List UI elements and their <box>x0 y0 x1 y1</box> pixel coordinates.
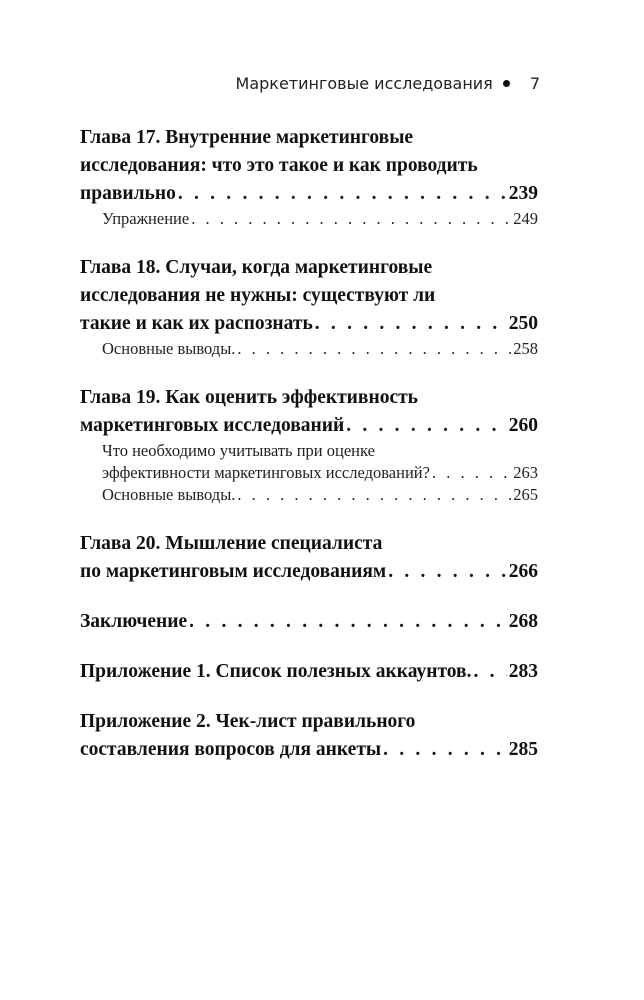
toc-subentry-title: Основные выводы. <box>102 485 236 504</box>
toc-entry-page: 268 <box>508 611 538 632</box>
toc-entry-appendix-1 <box>80 658 538 686</box>
toc-entry-title-end: маркетинговых исследований <box>80 415 345 436</box>
toc-entry-page: 260 <box>508 415 538 436</box>
toc-entry-chapter-19 <box>80 384 538 506</box>
toc-entry-conclusion <box>80 608 538 636</box>
toc-entry-title-last-line <box>80 310 538 338</box>
dot-leader <box>473 658 506 686</box>
toc-subentry <box>80 484 538 506</box>
dot-leader <box>388 558 507 586</box>
dot-leader <box>432 462 511 484</box>
toc-subentry-page: 258 <box>513 339 538 358</box>
toc-subentry-page: 265 <box>513 485 538 504</box>
toc-entry-chapter-17 <box>80 124 538 230</box>
toc-entry-title-end: Приложение 1. Список полезных аккаунтов. <box>80 661 472 682</box>
toc-subentry-page: 263 <box>513 463 538 482</box>
toc-subentry <box>80 208 538 230</box>
table-of-contents <box>80 124 538 788</box>
dot-leader <box>383 736 507 764</box>
toc-entry-page: 239 <box>508 183 538 204</box>
toc-subentry-page: 249 <box>513 209 538 228</box>
toc-entry-page: 285 <box>508 739 538 760</box>
toc-entry-title-end: по маркетинговым исследованиям <box>80 561 387 582</box>
toc-entry-title-last-line <box>80 736 538 764</box>
toc-entry-title-line: Приложение 2. Чек-лист правильного <box>80 711 416 732</box>
toc-entry-title-line: Глава 20. Мышление специалиста <box>80 533 383 554</box>
toc-entry-title-last-line <box>80 658 538 686</box>
toc-entry-chapter-20 <box>80 530 538 586</box>
toc-entry-page: 283 <box>508 661 538 682</box>
toc-entry-title-last-line <box>80 558 538 586</box>
toc-subentry-title: эффективности маркетинговых исследований? <box>102 463 430 482</box>
dot-leader <box>178 180 507 208</box>
page-number: 7 <box>529 74 540 93</box>
dot-leader <box>315 310 507 338</box>
bullet-icon <box>503 80 510 87</box>
toc-entry-page: 266 <box>508 561 538 582</box>
toc-subentry-title: Упражнение <box>102 209 190 228</box>
toc-entry-title-end: составления вопросов для анкеты <box>80 739 382 760</box>
toc-entry-title-line: Глава 19. Как оценить эффективность <box>80 387 418 408</box>
dot-leader <box>191 208 511 230</box>
dot-leader <box>189 608 507 636</box>
toc-entry-title-last-line <box>80 608 538 636</box>
dot-leader <box>237 484 511 506</box>
toc-entry-title-line: исследования не нужны: существуют ли <box>80 285 436 306</box>
toc-entry-title-line: Глава 18. Случаи, когда маркетинговые <box>80 257 433 278</box>
toc-entry-chapter-18 <box>80 254 538 360</box>
toc-subentry-title-line: Что необходимо учитывать при оценке <box>102 441 375 460</box>
toc-entry-title-last-line <box>80 180 538 208</box>
toc-subentry-title: Основные выводы. <box>102 339 236 358</box>
running-header <box>0 74 540 93</box>
toc-entry-title-last-line <box>80 412 538 440</box>
running-header-title: Маркетинговые исследования <box>235 74 493 93</box>
dot-leader <box>237 338 511 360</box>
toc-entry-title-end: Заключение <box>80 611 188 632</box>
toc-subentry <box>80 440 538 484</box>
toc-subentry <box>80 338 538 360</box>
dot-leader <box>346 412 507 440</box>
toc-entry-page: 250 <box>508 313 538 334</box>
toc-entry-title-end: правильно <box>80 183 176 204</box>
toc-entry-title-end: такие и как их распознать <box>80 313 313 334</box>
toc-entry-title-line: исследования: что это такое и как проводить <box>80 155 478 176</box>
toc-entry-title-line: Глава 17. Внутренние маркетинговые <box>80 127 414 148</box>
toc-entry-appendix-2 <box>80 708 538 764</box>
